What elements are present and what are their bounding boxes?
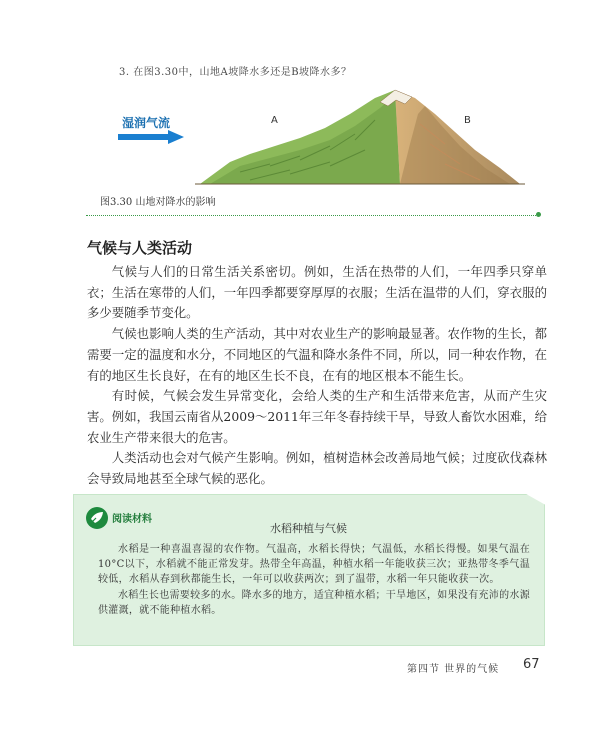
section-title: 气候与人类活动 xyxy=(87,239,193,257)
body-paragraph: 气候也影响人类的生产活动，其中对农业生产的影响最显著。农作物的生长，都需要一定的温度和水分，不同地区的气温和降水条件不同，所以，同一种农作物，在有的地区生长良好，在有的地区生长不良，在有的地区根本不能生长。 xyxy=(87,326,547,383)
body-paragraph: 有时候，气候会发生异常变化，会给人类的生产和生活带来危害，从而产生灾害。例如，我国云南省从2009～2011年三年冬春持续干旱，导致人畜饮水困难，给农业生产带来很大的危害。 xyxy=(87,388,547,445)
divider-end-dot xyxy=(536,212,541,217)
section-body xyxy=(87,262,547,490)
reading-title: 水稻种植与气候 xyxy=(270,522,347,535)
body-paragraph: 人类活动也会对气候产生影响。例如，植树造林会改善局地气候；过度砍伐森林会导致局地甚至全球气候的恶化。 xyxy=(87,450,547,487)
section-divider xyxy=(86,215,540,217)
question-3: 3. 在图3.30中，山地A坡降水多还是B坡降水多？ xyxy=(119,67,352,78)
humid-airflow-label: 湿润气流 xyxy=(122,116,171,130)
reading-body xyxy=(98,542,530,618)
reading-material-label: 阅读材料 xyxy=(112,514,152,525)
mountain-figure xyxy=(100,84,530,188)
airflow-arrow-icon xyxy=(118,130,184,144)
page-number: 67 xyxy=(523,657,540,672)
slope-b-label: B xyxy=(464,115,471,126)
slope-a-label: A xyxy=(271,115,278,126)
footer-section-name: 第四节 世界的气候 xyxy=(407,664,500,675)
figure-caption: 图3.30 山地对降水的影响 xyxy=(100,197,216,208)
reading-paragraph: 水稻生长也需要较多的水。降水多的地方，适宜种植水稻；干旱地区，如果没有充沛的水源供灌溉，就不能种植水稻。 xyxy=(98,589,530,616)
reading-paragraph: 水稻是一种喜温喜湿的农作物。气温高，水稻长得快；气温低，水稻长得慢。如果气温在10°C以下，水稻就不能正常发芽。热带全年高温，种植水稻一年能收获三次；亚热带冬季气温较低，水稻从春到秋都能生长，一年可以收获两次；到了温带，水稻一年只能收获一次。 xyxy=(98,544,530,586)
reading-badge xyxy=(86,507,108,529)
leaf-check-icon xyxy=(86,507,108,529)
body-paragraph: 气候与人们的日常生活关系密切。例如，生活在热带的人们，一年四季只穿单衣；生活在寒带的人们，一年四季都要穿厚厚的衣服；生活在温带的人们，穿衣服的多少要随季节变化。 xyxy=(87,264,547,321)
